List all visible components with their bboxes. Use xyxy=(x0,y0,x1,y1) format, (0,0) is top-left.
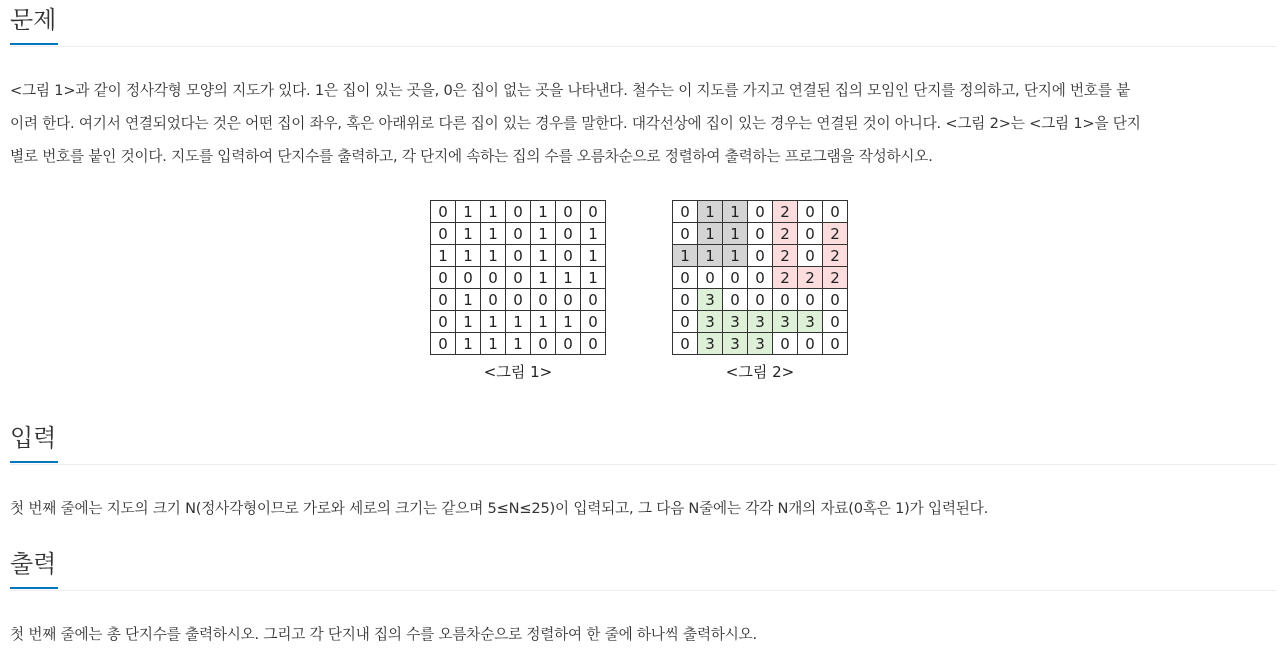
grid-cell: 2 xyxy=(823,245,848,267)
grid-cell: 0 xyxy=(556,245,581,267)
input-section-header xyxy=(10,418,1276,465)
grid-cell: 0 xyxy=(431,311,456,333)
grid-row xyxy=(431,267,606,289)
grid-cell: 1 xyxy=(431,245,456,267)
output-description: 첫 번째 줄에는 총 단지수를 출력하시오. 그리고 각 단지내 집의 수를 오름차순으로 정렬하여 한 줄에 하나씩 출력하시오. xyxy=(10,626,757,643)
grid-cell: 0 xyxy=(481,267,506,289)
grid-cell: 0 xyxy=(481,289,506,311)
grid-cell: 0 xyxy=(506,245,531,267)
input-title: 입력 xyxy=(10,418,58,463)
grid-cell: 3 xyxy=(748,311,773,333)
grid-cell: 1 xyxy=(506,333,531,355)
grid-cell: 0 xyxy=(431,223,456,245)
problem-line-2: 이려 한다. 여기서 연결되었다는 것은 어떤 집이 좌우, 혹은 아래위로 다른 집이 있는 경우를 말한다. 대각선상에 집이 있는 경우는 연결된 것이 아니다. <그림 2>는 <그림 1>을 단지 xyxy=(10,115,1141,132)
grid-cell: 0 xyxy=(823,311,848,333)
grid-row xyxy=(431,289,606,311)
grid-cell: 0 xyxy=(581,201,606,223)
figure-1-grid xyxy=(430,200,606,355)
grid-cell: 0 xyxy=(698,267,723,289)
grid-cell: 0 xyxy=(531,333,556,355)
grid-cell: 1 xyxy=(723,245,748,267)
grid-cell: 2 xyxy=(773,223,798,245)
grid-cell: 1 xyxy=(556,267,581,289)
grid-cell: 2 xyxy=(823,223,848,245)
grid-cell: 1 xyxy=(531,245,556,267)
grid-cell: 0 xyxy=(673,289,698,311)
grid-cell: 1 xyxy=(481,201,506,223)
grid-cell: 1 xyxy=(673,245,698,267)
grid-cell: 1 xyxy=(723,223,748,245)
grid-cell: 0 xyxy=(773,289,798,311)
grid-cell: 0 xyxy=(823,333,848,355)
grid-row xyxy=(673,311,848,333)
grid-cell: 1 xyxy=(456,311,481,333)
grid-cell: 1 xyxy=(456,223,481,245)
grid-cell: 0 xyxy=(823,201,848,223)
grid-cell: 0 xyxy=(748,289,773,311)
grid-cell: 0 xyxy=(456,267,481,289)
grid-cell: 0 xyxy=(798,245,823,267)
grid-cell: 1 xyxy=(456,333,481,355)
grid-cell: 0 xyxy=(556,223,581,245)
grid-cell: 1 xyxy=(456,245,481,267)
grid-cell: 0 xyxy=(748,201,773,223)
grid-cell: 1 xyxy=(698,201,723,223)
grid-cell: 1 xyxy=(481,333,506,355)
problem-title: 문제 xyxy=(10,0,58,45)
figure-2 xyxy=(672,200,848,382)
figure-1-caption: <그림 1> xyxy=(483,363,553,381)
grid-cell: 3 xyxy=(773,311,798,333)
grid-cell: 1 xyxy=(531,201,556,223)
figure-1 xyxy=(430,200,606,382)
grid-cell: 0 xyxy=(798,333,823,355)
input-description: 첫 번째 줄에는 지도의 크기 N(정사각형이므로 가로와 세로의 크기는 같으며 5≤N≤25)이 입력되고, 그 다음 N줄에는 각각 N개의 자료(0혹은 1)가 입력된다. xyxy=(10,500,989,517)
grid-cell: 3 xyxy=(698,333,723,355)
grid-cell: 0 xyxy=(431,289,456,311)
grid-cell: 0 xyxy=(506,223,531,245)
grid-cell: 3 xyxy=(723,333,748,355)
problem-line-1: <그림 1>과 같이 정사각형 모양의 지도가 있다. 1은 집이 있는 곳을, 0은 집이 없는 곳을 나타낸다. 철수는 이 지도를 가지고 연결된 집의 모임인 단지를 정의하고, 단지에 번호를 붙 xyxy=(10,82,1131,99)
grid-cell: 0 xyxy=(798,201,823,223)
grid-row xyxy=(673,201,848,223)
output-section-header xyxy=(10,544,1276,591)
grid-cell: 1 xyxy=(506,311,531,333)
grid-cell: 1 xyxy=(581,223,606,245)
grid-row xyxy=(673,223,848,245)
grid-row xyxy=(431,333,606,355)
grid-row xyxy=(431,223,606,245)
grid-cell: 0 xyxy=(798,289,823,311)
grid-cell: 1 xyxy=(531,267,556,289)
grid-cell: 0 xyxy=(431,267,456,289)
grid-cell: 1 xyxy=(456,201,481,223)
grid-row xyxy=(673,289,848,311)
grid-cell: 0 xyxy=(748,223,773,245)
problem-description xyxy=(10,78,1276,170)
grid-cell: 1 xyxy=(556,311,581,333)
grid-row xyxy=(431,245,606,267)
grid-cell: 0 xyxy=(556,333,581,355)
grid-cell: 0 xyxy=(723,289,748,311)
problem-line-3: 별로 번호를 붙인 것이다. 지도를 입력하여 단지수를 출력하고, 각 단지에 속하는 집의 수를 오름차순으로 정렬하여 출력하는 프로그램을 작성하시오. xyxy=(10,148,933,165)
grid-cell: 0 xyxy=(506,267,531,289)
grid-cell: 1 xyxy=(723,201,748,223)
grid-cell: 0 xyxy=(673,311,698,333)
grid-row xyxy=(431,311,606,333)
grid-cell: 1 xyxy=(698,245,723,267)
grid-cell: 0 xyxy=(673,333,698,355)
grid-cell: 0 xyxy=(748,245,773,267)
grid-cell: 2 xyxy=(823,267,848,289)
grid-cell: 1 xyxy=(481,223,506,245)
grid-cell: 1 xyxy=(481,311,506,333)
grid-cell: 0 xyxy=(431,201,456,223)
grid-cell: 0 xyxy=(673,223,698,245)
problem-section-header xyxy=(10,0,1276,47)
grid-cell: 0 xyxy=(673,267,698,289)
grid-cell: 3 xyxy=(723,311,748,333)
grid-cell: 0 xyxy=(823,289,848,311)
grid-cell: 2 xyxy=(773,201,798,223)
grid-cell: 1 xyxy=(581,267,606,289)
grid-cell: 0 xyxy=(581,311,606,333)
grid-cell: 3 xyxy=(698,311,723,333)
grid-cell: 1 xyxy=(481,245,506,267)
grid-cell: 0 xyxy=(773,333,798,355)
grid-cell: 3 xyxy=(748,333,773,355)
grid-row xyxy=(673,245,848,267)
grid-cell: 2 xyxy=(798,267,823,289)
grid-cell: 3 xyxy=(698,289,723,311)
grid-cell: 0 xyxy=(531,289,556,311)
grid-cell: 2 xyxy=(773,267,798,289)
grid-cell: 3 xyxy=(798,311,823,333)
grid-row xyxy=(673,267,848,289)
grid-cell: 0 xyxy=(798,223,823,245)
grid-row xyxy=(431,201,606,223)
grid-cell: 1 xyxy=(581,245,606,267)
grid-cell: 0 xyxy=(748,267,773,289)
figure-2-caption: <그림 2> xyxy=(725,363,795,381)
grid-cell: 0 xyxy=(673,201,698,223)
grid-cell: 1 xyxy=(531,311,556,333)
grid-cell: 1 xyxy=(531,223,556,245)
grid-row xyxy=(673,333,848,355)
figure-2-grid xyxy=(672,200,848,355)
output-title: 출력 xyxy=(10,544,58,589)
grid-cell: 0 xyxy=(506,289,531,311)
grid-cell: 1 xyxy=(698,223,723,245)
grid-cell: 0 xyxy=(506,201,531,223)
grid-cell: 2 xyxy=(773,245,798,267)
grid-cell: 0 xyxy=(431,333,456,355)
grid-cell: 0 xyxy=(581,289,606,311)
grid-cell: 0 xyxy=(581,333,606,355)
grid-cell: 1 xyxy=(456,289,481,311)
grid-cell: 0 xyxy=(556,201,581,223)
grid-cell: 0 xyxy=(556,289,581,311)
grid-cell: 0 xyxy=(723,267,748,289)
